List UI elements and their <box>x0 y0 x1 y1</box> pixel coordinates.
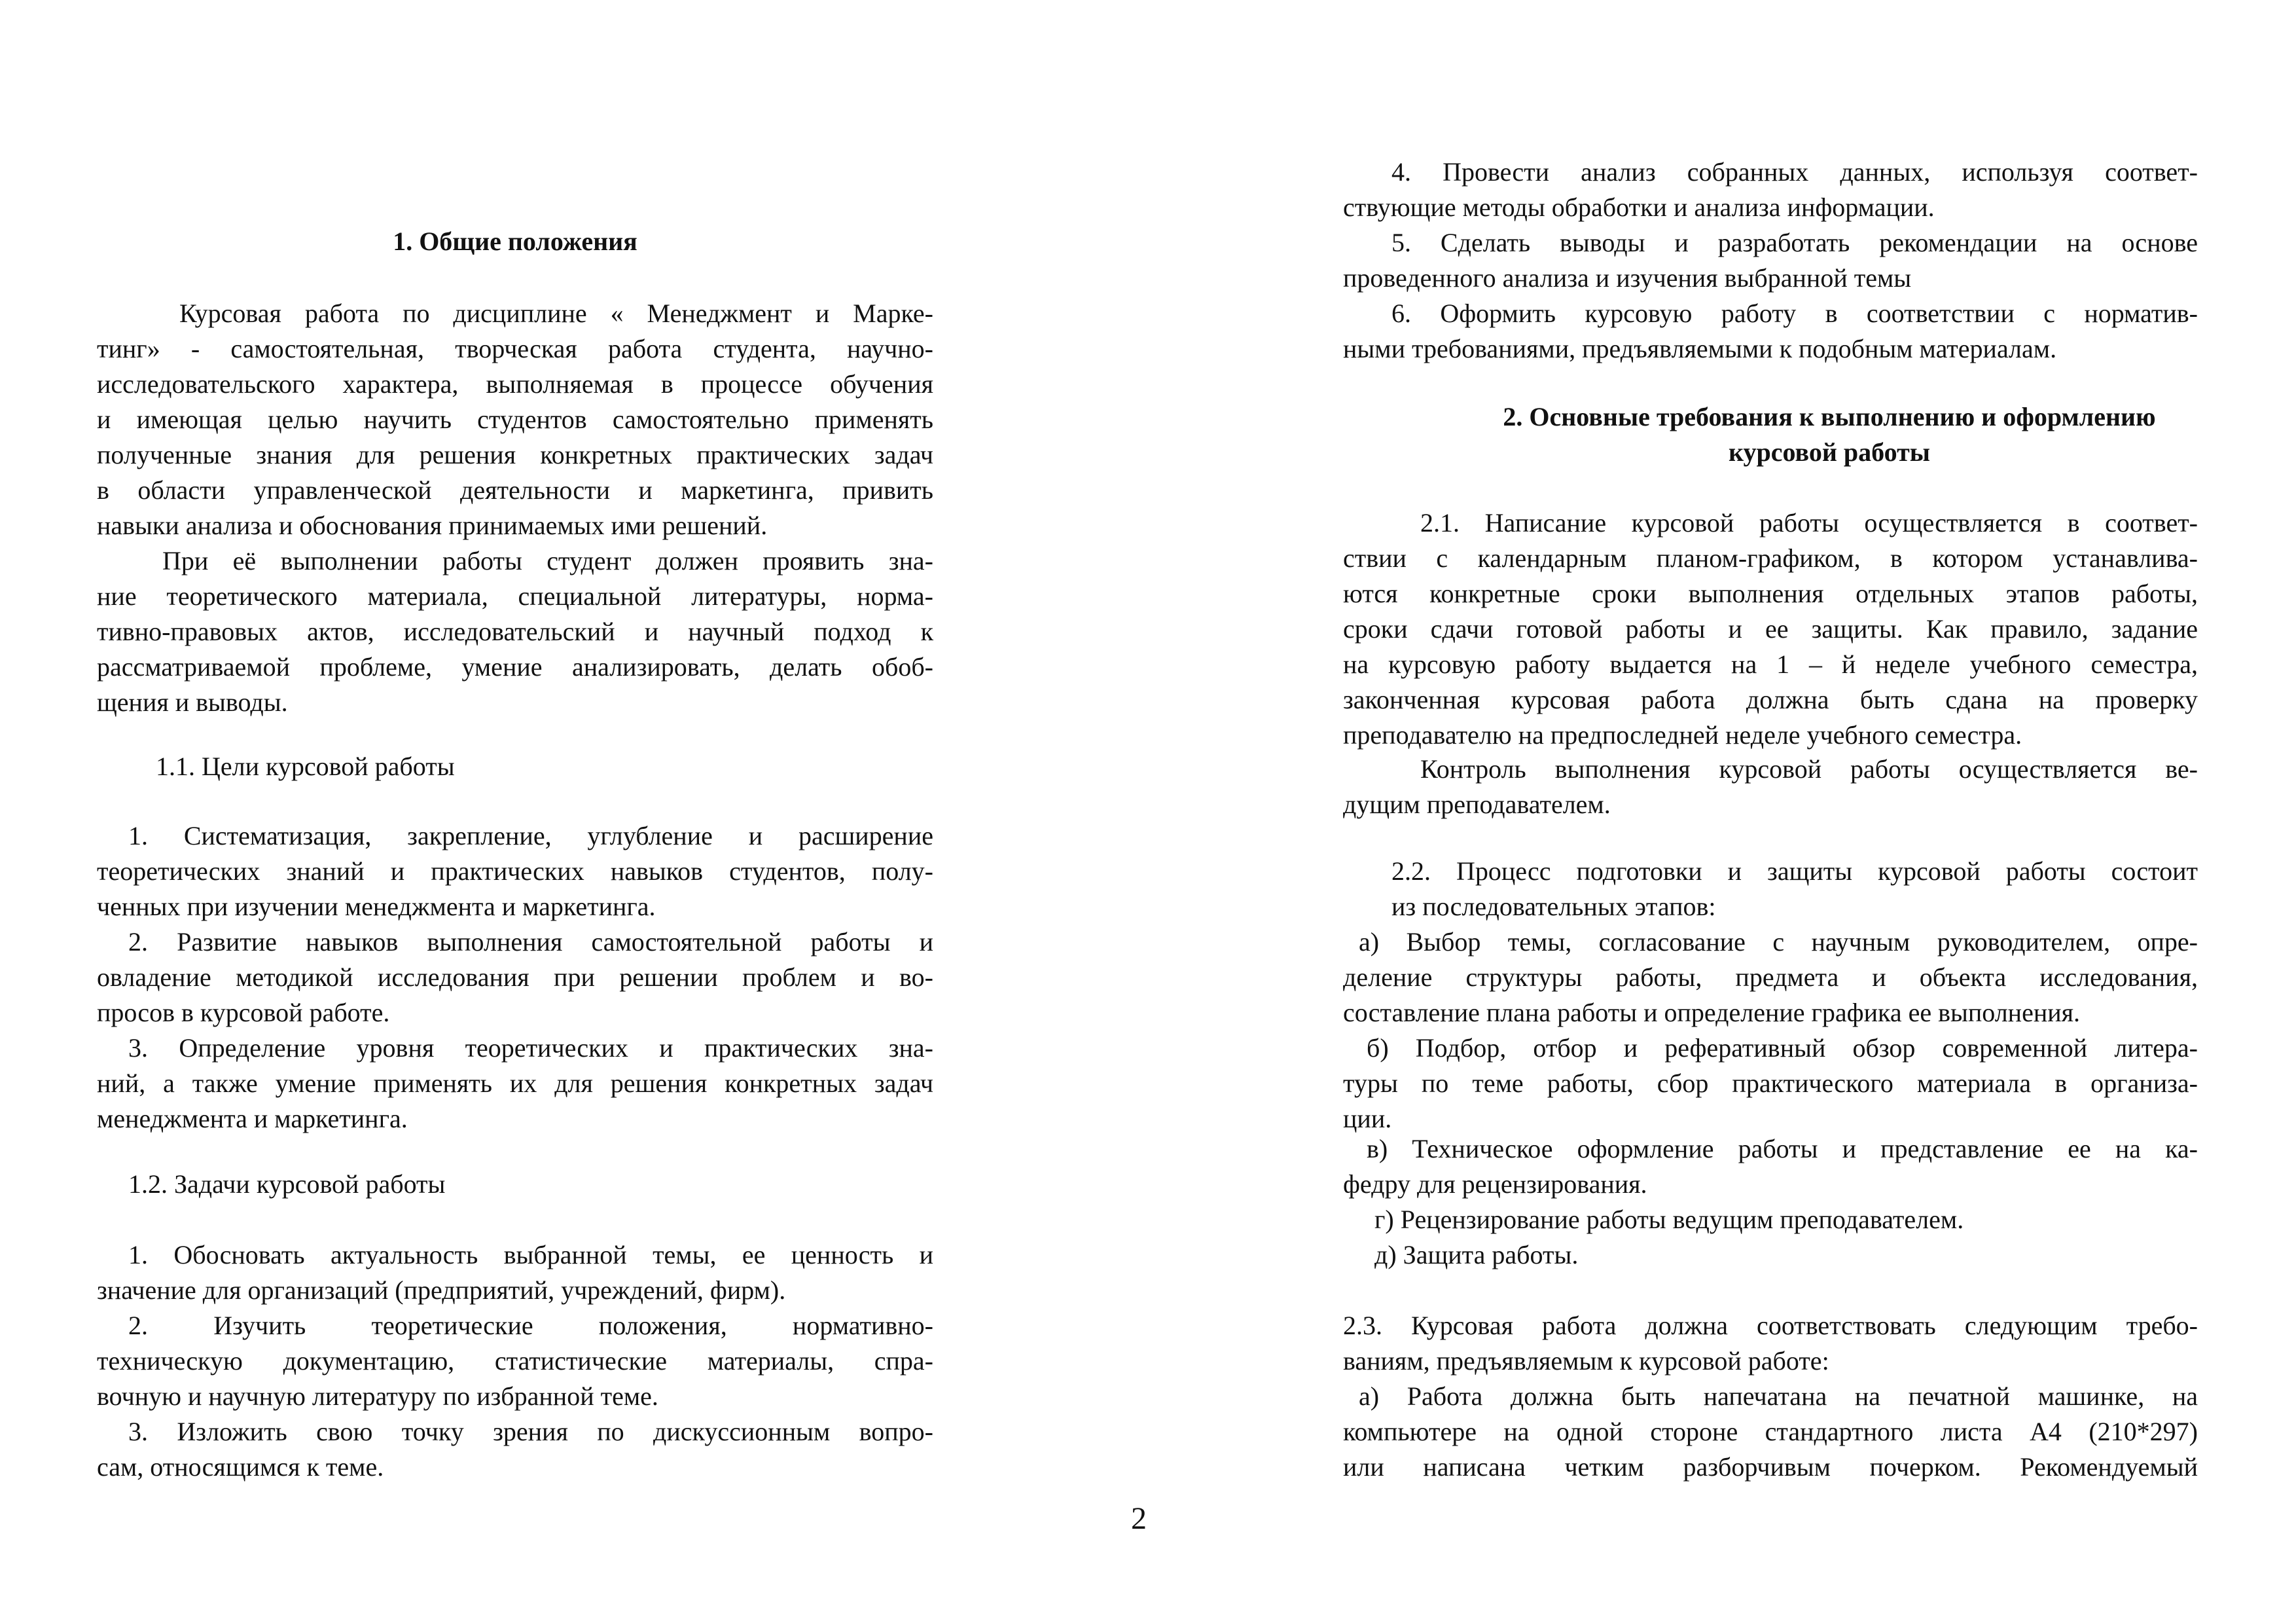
execution-paragraph <box>97 543 933 720</box>
text-line: вочную и научную литературу по избранной теме. <box>97 1381 658 1411</box>
text-line: значение для организаций (предприятий, учреждений, фирм). <box>97 1275 786 1305</box>
text-line: а) Работа должна быть напечатана на печатной машинке, на <box>1359 1381 2198 1411</box>
text-line: 2.1. Написание курсовой работы осуществляется в соответ- <box>1420 508 2198 538</box>
text-line: ченных при изучении менеджмента и маркетинга. <box>97 892 656 921</box>
text-line: ными требованиями, предъявляемыми к подобным материалам. <box>1343 334 2057 363</box>
text-line: 2. Изучить теоретические положения, нормативно- <box>128 1311 933 1340</box>
control-paragraph <box>1343 752 2198 822</box>
text-line: ствии с календарным планом-графиком, в котором устанавлива- <box>1343 543 2198 573</box>
paragraph-2-2 <box>1391 854 2198 924</box>
text-line: полученные знания для решения конкретных практических задач <box>97 440 933 469</box>
stage-g: г) Рецензирование работы ведущим преподавателем. <box>1374 1205 1964 1234</box>
goal-1 <box>97 818 933 924</box>
text-line: туры по теме работы, сбор практического материала в организа- <box>1343 1068 2198 1098</box>
text-line: б) Подбор, отбор и реферативный обзор современной литера- <box>1367 1033 2198 1063</box>
text-line: При её выполнении работы студент должен проявить зна- <box>162 546 933 575</box>
task-3 <box>97 1414 933 1485</box>
text-line: навыки анализа и обоснования принимаемых ими решений. <box>97 511 768 540</box>
task-4 <box>1343 155 2198 225</box>
text-line: ваниям, предъявляемым к курсовой работе: <box>1343 1346 1829 1376</box>
text-line: ствующие методы обработки и анализа информации. <box>1343 192 1935 222</box>
text-line: законченная курсовая работа должна быть сдана на проверку <box>1343 685 2198 714</box>
task-2 <box>97 1308 933 1414</box>
text-line: преподавателю на предпоследней неделе учебного семестра. <box>1343 720 2022 750</box>
text-line: 1. Обосновать актуальность выбранной темы, ее ценность и <box>128 1240 933 1269</box>
text-line: сам, относящимся к теме. <box>97 1452 384 1482</box>
text-line: тивно-правовых актов, исследовательский и научный подход к <box>97 617 933 646</box>
text-line: сроки сдачи готовой работы и ее защиты. Как правило, задание <box>1343 614 2198 644</box>
text-line: дущим преподавателем. <box>1343 790 1611 819</box>
goals-subtitle: 1.1. Цели курсовой работы <box>156 752 455 781</box>
requirement-a <box>1343 1379 2198 1485</box>
text-line: Контроль выполнения курсовой работы осуществляется ве- <box>1420 754 2198 784</box>
intro-paragraph <box>97 296 933 543</box>
text-line: рассматриваемой проблеме, умение анализировать, делать обоб- <box>97 652 933 682</box>
title-line: курсовой работы <box>1729 437 1930 467</box>
task-5 <box>1343 225 2198 296</box>
task-6 <box>1343 296 2198 367</box>
stage-a <box>1343 924 2198 1030</box>
text-line: 3. Изложить свою точку зрения по дискуссионным вопро- <box>128 1417 933 1446</box>
text-line: деление структуры работы, предмета и объекта исследования, <box>1343 962 2198 992</box>
text-line: ции. <box>1343 1104 1392 1133</box>
text-line: овладение методикой исследования при решении проблем и во- <box>97 962 933 992</box>
stage-v <box>1343 1131 2198 1202</box>
text-line: тинг» - самостоятельная, творческая работа студента, научно- <box>97 334 933 363</box>
section-1-title: 1. Общие положения <box>393 227 637 256</box>
paragraph-2-1 <box>1343 505 2198 753</box>
text-line: техническую документацию, статистические материалы, спра- <box>97 1346 933 1376</box>
text-line: в области управленческой деятельности и маркетинга, привить <box>97 475 933 505</box>
text-line: менеджмента и маркетинга. <box>97 1104 408 1133</box>
text-line: просов в курсовой работе. <box>97 998 390 1027</box>
tasks-subtitle: 1.2. Задачи курсовой работы <box>128 1169 446 1199</box>
text-line: а) Выбор темы, согласование с научным руководителем, опре- <box>1359 927 2198 957</box>
text-line: теоретических знаний и практических навыков студентов, полу- <box>97 856 933 886</box>
text-line: 5. Сделать выводы и разработать рекомендации на основе <box>1391 228 2198 257</box>
title-line: 2. Основные требования к выполнению и оформлению <box>1503 402 2156 431</box>
text-line: Курсовая работа по дисциплине « Менеджмент и Марке- <box>179 299 933 328</box>
section-2-title <box>1343 399 2198 470</box>
stage-d: д) Защита работы. <box>1374 1240 1579 1269</box>
text-line: исследовательского характера, выполняемая в процессе обучения <box>97 369 933 399</box>
text-line: ний, а также умение применять их для решения конкретных задач <box>97 1068 933 1098</box>
text-line: щения и выводы. <box>97 687 288 717</box>
text-line: федру для рецензирования. <box>1343 1169 1647 1199</box>
text-line: 1. Систематизация, закрепление, углубление и расширение <box>128 821 933 850</box>
text-line: в) Техническое оформление работы и представление ее на ка- <box>1367 1134 2198 1163</box>
text-line: ются конкретные сроки выполнения отдельных этапов работы, <box>1343 579 2198 608</box>
text-line: проведенного анализа и изучения выбранной темы <box>1343 263 1912 293</box>
goal-2 <box>97 924 933 1030</box>
text-line: 2.2. Процесс подготовки и защиты курсовой работы состоит <box>1391 856 2198 886</box>
text-line: или написана четким разборчивым почерком. Рекомендуемый <box>1343 1452 2198 1482</box>
text-line: 6. Оформить курсовую работу в соответствии с норматив- <box>1391 299 2198 328</box>
text-line: 4. Провести анализ собранных данных, используя соответ- <box>1391 157 2198 187</box>
text-line: компьютере на одной стороне стандартного листа А4 (210*297) <box>1343 1417 2198 1446</box>
text-line: и имеющая целью научить студентов самостоятельно применять <box>97 405 933 434</box>
task-1 <box>97 1237 933 1308</box>
stage-b <box>1343 1030 2198 1137</box>
text-line: 2.3. Курсовая работа должна соответствовать следующим требо- <box>1343 1311 2198 1340</box>
goal-3 <box>97 1030 933 1137</box>
text-line: из последовательных этапов: <box>1391 892 1716 921</box>
page-number: 2 <box>1131 1501 1147 1536</box>
text-line: составление плана работы и определение графика ее выполнения. <box>1343 998 2081 1027</box>
text-line: 3. Определение уровня теоретических и практических зна- <box>128 1033 933 1063</box>
text-line: на курсовую работу выдается на 1 – й неделе учебного семестра, <box>1343 649 2198 679</box>
text-line: 2. Развитие навыков выполнения самостоятельной работы и <box>128 927 933 957</box>
paragraph-2-3 <box>1343 1308 2198 1379</box>
text-line: ние теоретического материала, специальной литературы, норма- <box>97 581 933 611</box>
